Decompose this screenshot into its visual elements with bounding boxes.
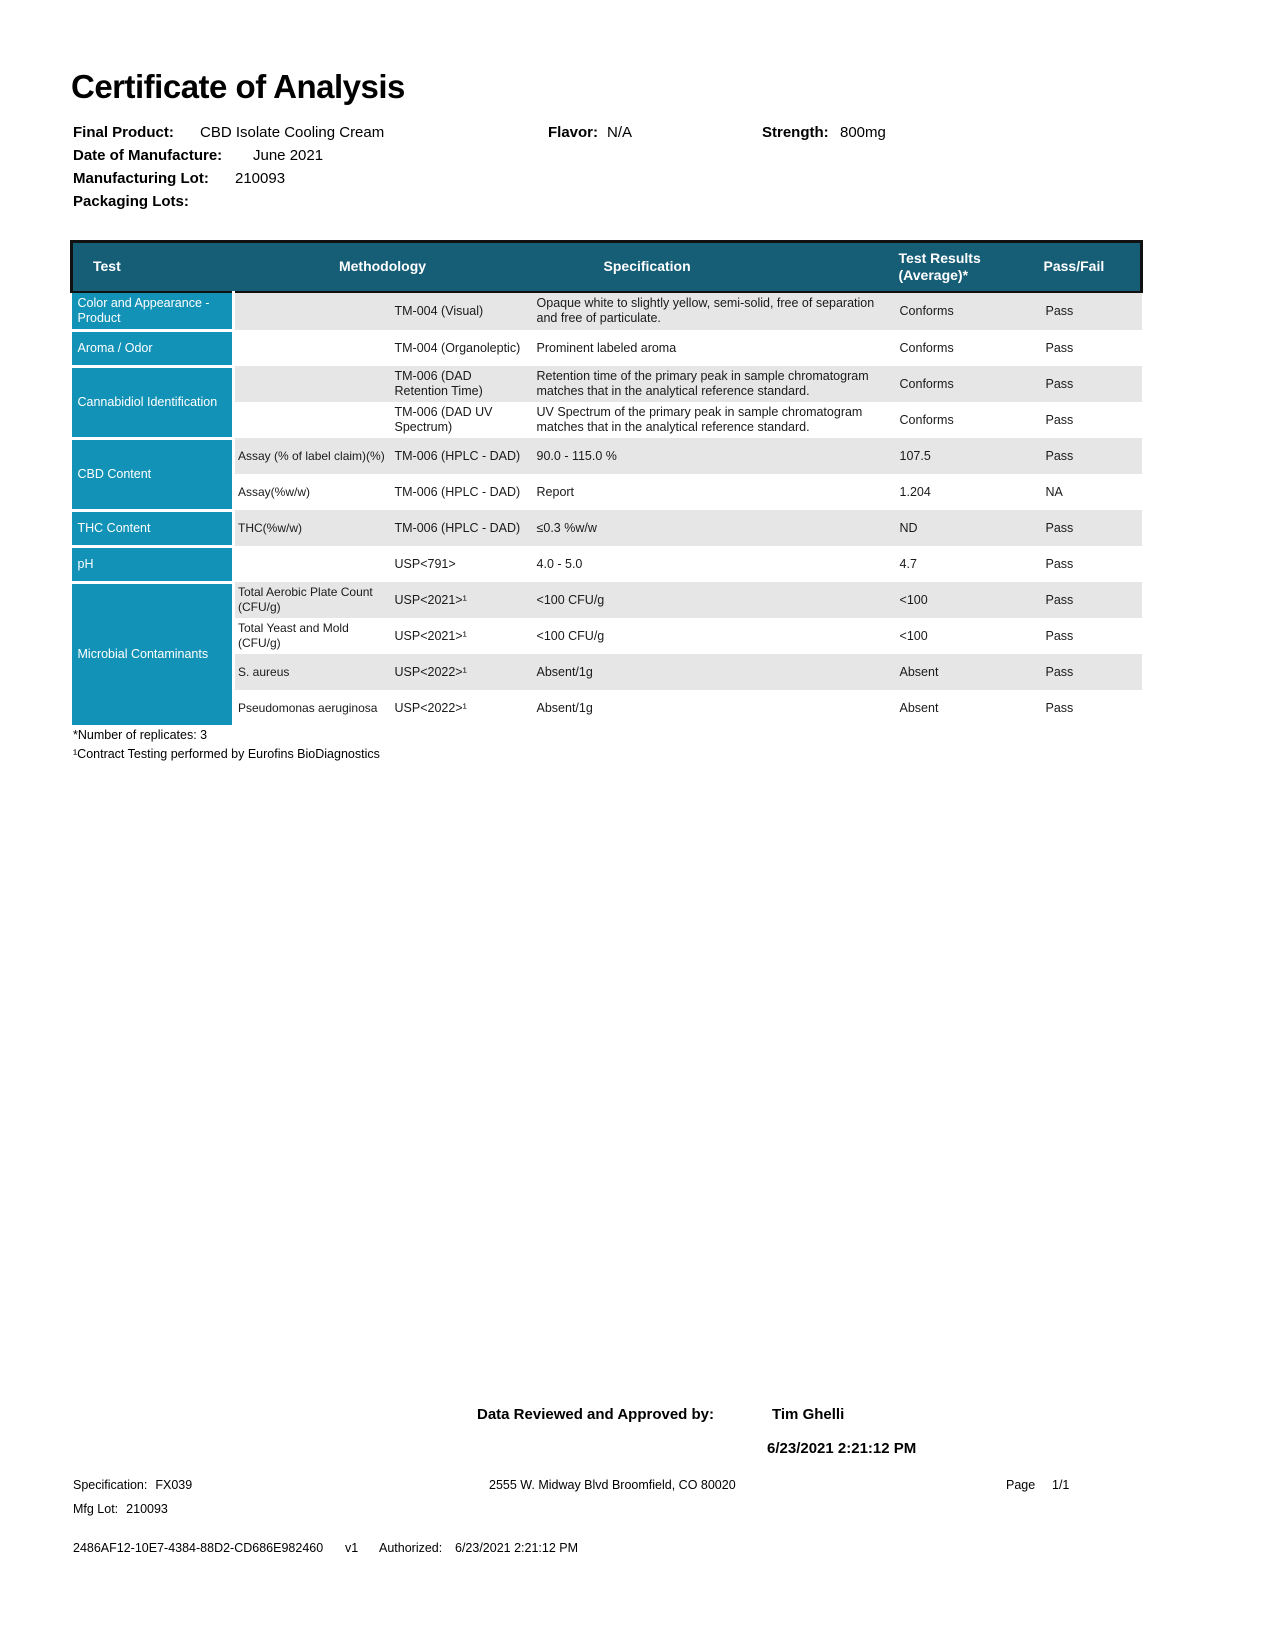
specification-cell: <100 CFU/g xyxy=(536,628,605,643)
passfail-cell: Pass xyxy=(1045,700,1074,715)
result-cell: 1.204 xyxy=(899,484,931,499)
methodology-cell: USP<2022>¹ xyxy=(394,700,467,715)
methodology-cell: TM-004 (Visual) xyxy=(392,292,532,331)
authorized-datetime: 6/23/2021 2:21:12 PM xyxy=(455,1541,579,1555)
result-cell: Conforms xyxy=(892,292,1039,331)
subtest-cell xyxy=(234,292,392,331)
result-cell: 4.7 xyxy=(899,556,917,571)
passfail-cell: Pass xyxy=(1039,510,1142,546)
methodology-cell: USP<2021>¹ xyxy=(392,582,532,618)
manufacturing-lot-label: Manufacturing Lot: xyxy=(73,170,209,187)
table-row xyxy=(72,292,1142,331)
info-row-lot xyxy=(0,170,1275,193)
approver-name: Tim Ghelli xyxy=(772,1406,845,1423)
specification-cell: UV Spectrum of the primary peak in sample chromatogram matches that in the analytical reference standard. xyxy=(536,405,863,434)
passfail-cell: Pass xyxy=(1045,412,1074,427)
subtest-cell: Assay (% of label claim)(%) xyxy=(234,438,392,474)
mfg-lot-label: Mfg Lot: xyxy=(73,1502,119,1516)
strength-label: Strength: xyxy=(762,124,829,141)
methodology-cell: USP<2022>¹ xyxy=(392,654,532,690)
table-row xyxy=(72,330,1142,366)
results-table-container xyxy=(70,240,1143,728)
authorized-label: Authorized: xyxy=(379,1541,443,1555)
final-product-value: CBD Isolate Cooling Cream xyxy=(200,124,385,141)
specification-cell: 4.0 - 5.0 xyxy=(536,556,583,571)
subtest-cell xyxy=(234,546,392,582)
footer-specification xyxy=(73,1478,192,1492)
date-of-manufacture-label: Date of Manufacture: xyxy=(73,147,223,164)
mfg-lot-value: 210093 xyxy=(126,1502,168,1516)
test-group-cell: pH xyxy=(72,546,234,582)
manufacturing-lot-value: 210093 xyxy=(235,170,286,187)
info-row-product xyxy=(0,124,1275,147)
specification-cell: <100 CFU/g xyxy=(532,582,892,618)
column-header-test-results: Test Results (Average)* xyxy=(892,242,1039,292)
subtest-cell: S. aureus xyxy=(234,654,392,690)
passfail-cell: Pass xyxy=(1039,582,1142,618)
test-group-cell: THC Content xyxy=(72,510,234,546)
result-cell: Conforms xyxy=(899,412,954,427)
subtest-cell xyxy=(234,330,392,366)
methodology-cell: USP<2021>¹ xyxy=(394,628,467,643)
specification-cell: Absent/1g xyxy=(532,654,892,690)
column-header-pass-fail: Pass/Fail xyxy=(1039,242,1142,292)
subtest-cell: Pseudomonas aeruginosa xyxy=(238,700,378,715)
specification-cell: Opaque white to slightly yellow, semi-solid, free of separation and free of particulate. xyxy=(532,292,892,331)
column-header-methodology: Methodology xyxy=(234,242,532,292)
approval-label: Data Reviewed and Approved by: xyxy=(477,1406,714,1423)
info-row-packaging xyxy=(0,193,1275,216)
subtest-cell: THC(%w/w) xyxy=(234,510,392,546)
result-cell: Conforms xyxy=(892,366,1039,402)
footnotes xyxy=(73,726,380,764)
test-group-cell: Color and Appearance - Product xyxy=(72,292,234,331)
date-of-manufacture-value: June 2021 xyxy=(253,147,324,164)
methodology-cell: TM-006 (DAD Retention Time) xyxy=(392,366,532,402)
passfail-cell: Pass xyxy=(1045,628,1074,643)
product-info-block xyxy=(0,124,1275,216)
subtest-cell: Total Aerobic Plate Count (CFU/g) xyxy=(234,582,392,618)
table-row xyxy=(72,582,1142,618)
methodology-cell: TM-006 (HPLC - DAD) xyxy=(392,438,532,474)
passfail-cell: Pass xyxy=(1045,556,1074,571)
specification-label: Specification: xyxy=(73,1478,148,1492)
footer-mfg-lot xyxy=(73,1502,168,1516)
specification-cell: Report xyxy=(536,484,575,499)
specification-cell: Absent/1g xyxy=(536,700,593,715)
document-id: 2486AF12-10E7-4384-88D2-CD686E982460 xyxy=(73,1541,324,1555)
packaging-lots-label: Packaging Lots: xyxy=(73,193,189,210)
footnote-replicates: *Number of replicates: 3 xyxy=(73,728,208,742)
methodology-cell: TM-006 (DAD UV Spectrum) xyxy=(394,405,493,434)
result-cell: ND xyxy=(892,510,1039,546)
flavor-value: N/A xyxy=(607,124,633,141)
table-row xyxy=(72,366,1142,402)
strength-value: 800mg xyxy=(840,124,886,141)
passfail-cell: NA xyxy=(1045,484,1063,499)
methodology-cell: TM-006 (HPLC - DAD) xyxy=(392,510,532,546)
table-row xyxy=(72,510,1142,546)
specification-cell: 90.0 - 115.0 % xyxy=(532,438,892,474)
result-cell: Conforms xyxy=(899,340,954,355)
page-title: Certificate of Analysis xyxy=(71,68,405,105)
methodology-cell: TM-004 (Organoleptic) xyxy=(394,340,521,355)
passfail-cell: Pass xyxy=(1039,438,1142,474)
column-header-specification: Specification xyxy=(532,242,892,292)
page-number: 1/1 xyxy=(1052,1478,1070,1492)
passfail-cell: Pass xyxy=(1045,340,1074,355)
subtest-cell: Total Yeast and Mold (CFU/g) xyxy=(238,621,349,650)
final-product-label: Final Product: xyxy=(73,124,174,141)
footnote-contract-testing: ¹Contract Testing performed by Eurofins BioDiagnostics xyxy=(73,747,380,761)
table-row xyxy=(72,546,1142,582)
table-header-row xyxy=(72,242,1142,292)
result-cell: <100 xyxy=(892,582,1039,618)
specification-cell: ≤0.3 %w/w xyxy=(532,510,892,546)
table-row xyxy=(72,438,1142,474)
info-row-date xyxy=(0,147,1275,170)
result-cell: 107.5 xyxy=(892,438,1039,474)
flavor-label: Flavor: xyxy=(548,124,599,141)
test-group-cell: CBD Content xyxy=(72,438,234,510)
passfail-cell: Pass xyxy=(1039,654,1142,690)
passfail-cell: Pass xyxy=(1039,292,1142,331)
approval-datetime: 6/23/2021 2:21:12 PM xyxy=(767,1440,917,1457)
result-cell: Absent xyxy=(892,654,1039,690)
subtest-cell xyxy=(234,402,392,438)
subtest-cell: Assay(%w/w) xyxy=(238,484,311,499)
subtest-cell xyxy=(234,366,392,402)
column-header-test: Test xyxy=(72,242,234,292)
methodology-cell: USP<791> xyxy=(394,556,456,571)
test-group-cell: Microbial Contaminants xyxy=(72,582,234,726)
methodology-cell: TM-006 (HPLC - DAD) xyxy=(394,484,521,499)
page-label: Page xyxy=(1006,1478,1036,1492)
test-group-cell: Aroma / Odor xyxy=(72,330,234,366)
result-cell: <100 xyxy=(899,628,928,643)
specification-value: FX039 xyxy=(155,1478,193,1492)
specification-cell: Retention time of the primary peak in sample chromatogram matches that in the analytical reference standard. xyxy=(532,366,892,402)
results-table xyxy=(70,240,1143,728)
footer-address: 2555 W. Midway Blvd Broomfield, CO 80020 xyxy=(489,1478,736,1492)
document-version: v1 xyxy=(345,1541,359,1555)
specification-cell: Prominent labeled aroma xyxy=(536,340,677,355)
result-cell: Absent xyxy=(899,700,939,715)
passfail-cell: Pass xyxy=(1039,366,1142,402)
test-group-cell: Cannabidiol Identification xyxy=(72,366,234,438)
